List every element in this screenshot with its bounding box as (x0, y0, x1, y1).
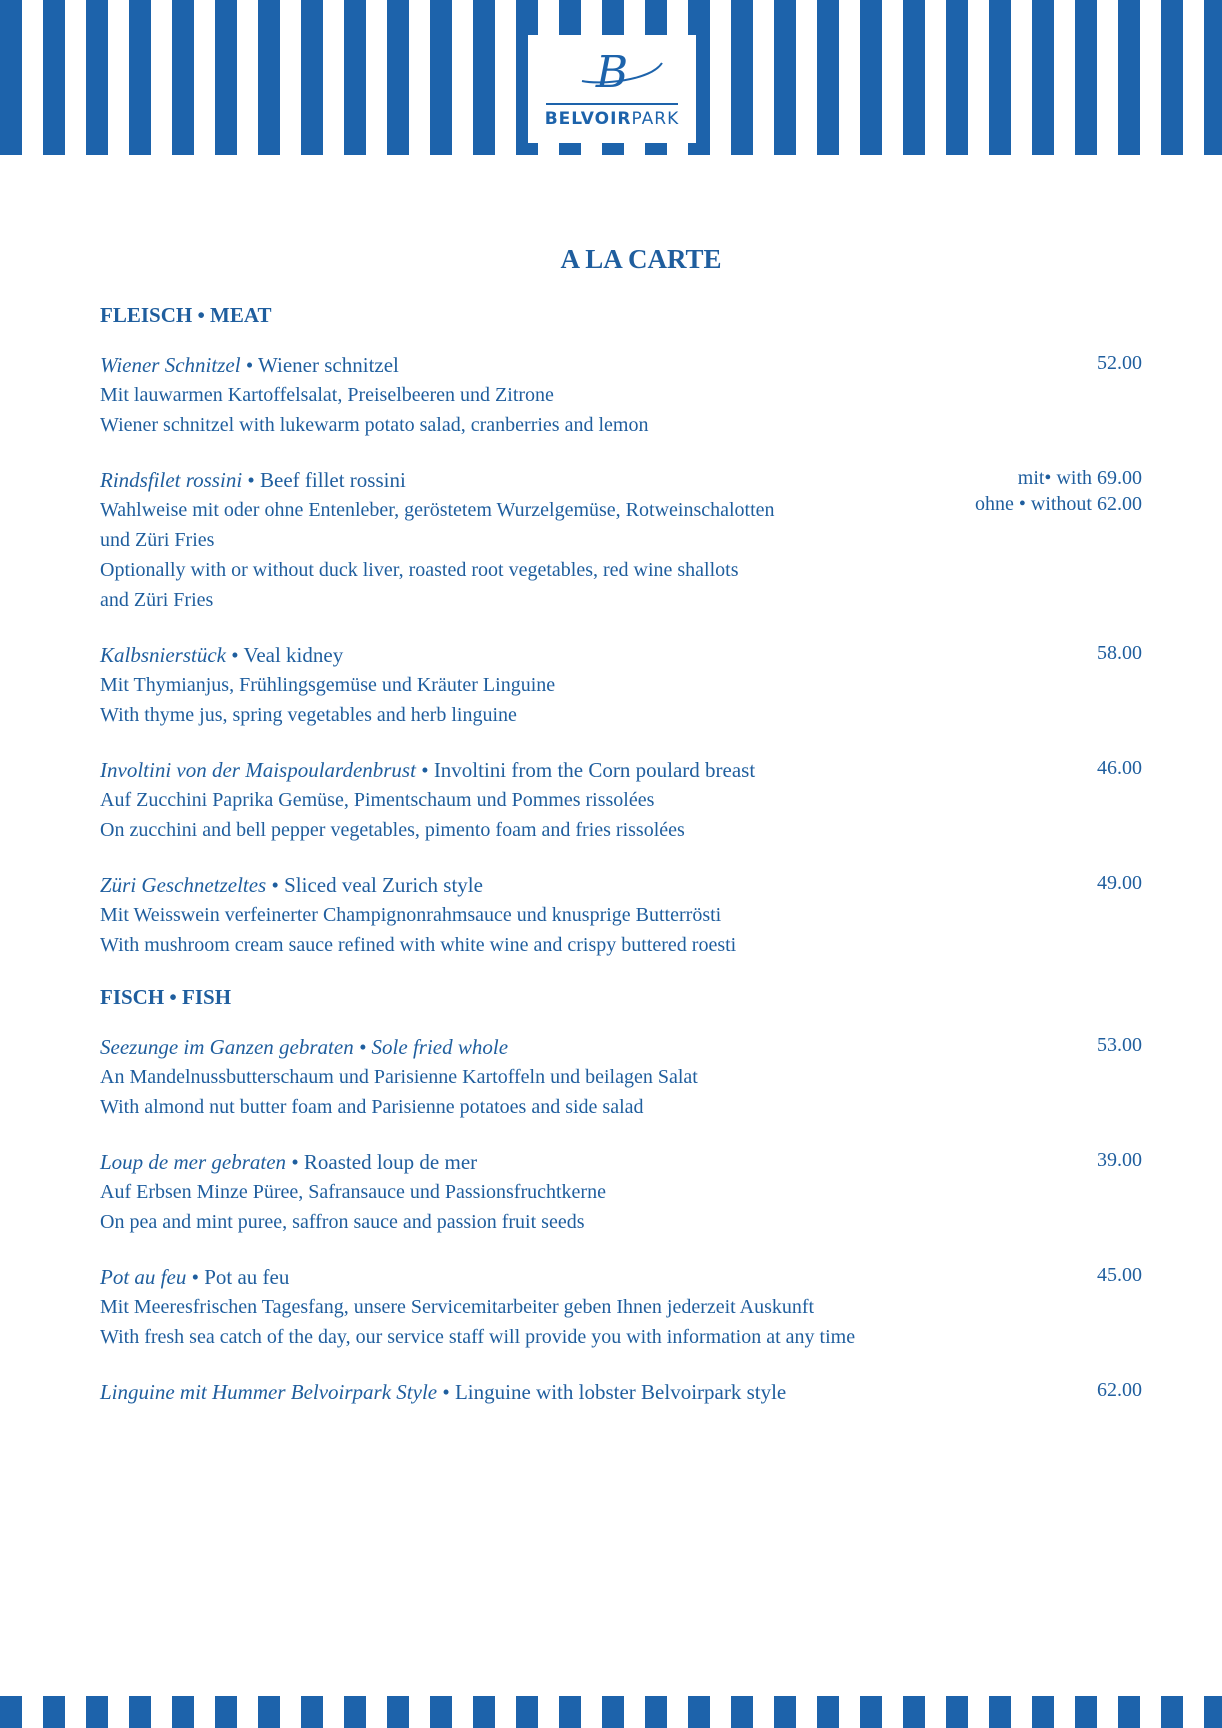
dish-price (1097, 1262, 1142, 1288)
logo-word-bold: BELVOIR (544, 109, 632, 129)
dish-name-english: Involtini from the Corn poulard breast (433, 758, 756, 782)
menu-sections (100, 303, 1142, 1407)
dish-name-german: Loup de mer gebraten (100, 1150, 287, 1174)
dish-description: Wiener schnitzel with lukewarm potato salad, cranberries and lemon (100, 414, 649, 436)
menu-item (100, 1262, 1142, 1352)
section-title: FLEISCH • MEAT (100, 303, 272, 327)
price-line: ohne • without 62.00 (975, 493, 1142, 515)
dish-name-english: Veal kidney (243, 643, 344, 667)
dish-name (100, 755, 1142, 785)
dish-name-german: Kalbsnierstück (100, 643, 226, 667)
bottom-stripe-banner (0, 1696, 1222, 1728)
dish-price (1097, 350, 1142, 376)
dish-price (1097, 870, 1142, 896)
menu-item (100, 755, 1142, 845)
dish-name-separator: • (242, 468, 261, 492)
dish-description: Wahlweise mit oder ohne Entenleber, geröstetem Wurzelgemüse, Rotweinschalotten (100, 499, 775, 521)
dish-description: Mit Weisswein verfeinerter Champignonrahmsauce und knusprige Butterrösti (100, 904, 722, 926)
logo-monogram-letter: B (595, 47, 629, 98)
dish-name-separator: • (415, 758, 434, 782)
dish-price (1097, 1147, 1142, 1173)
menu-item (100, 350, 1142, 440)
logo-word-light: PARK (631, 109, 680, 129)
dish-price (975, 465, 1142, 517)
price-line: mit• with 69.00 (1017, 467, 1142, 489)
dish-name-german: Seezunge im Ganzen gebraten • Sole fried whole (100, 1035, 509, 1059)
dish-price (1097, 755, 1142, 781)
dish-name-english: Pot au feu (204, 1265, 290, 1289)
dish-price (1097, 1032, 1142, 1058)
belvoirpark-logo (528, 35, 696, 143)
dish-name (100, 1377, 1142, 1407)
section-title: FISCH • FISH (100, 985, 232, 1009)
dish-description: On pea and mint puree, saffron sauce and passion fruit seeds (100, 1211, 585, 1233)
dish-name (100, 1262, 1142, 1292)
logo-divider (546, 103, 678, 105)
dish-description: On zucchini and bell pepper vegetables, pimento foam and fries rissolées (100, 819, 685, 841)
dish-description: Mit Thymianjus, Frühlingsgemüse und Kräuter Linguine (100, 674, 556, 696)
dish-name-german: Involtini von der Maispoulardenbrust (100, 758, 416, 782)
dish-name-separator: • (437, 1380, 455, 1404)
price-line: 46.00 (1097, 757, 1142, 779)
menu-content (100, 244, 1142, 1432)
dish-name-english: Roasted loup de mer (303, 1150, 478, 1174)
dish-name (100, 640, 1142, 670)
price-line: 53.00 (1097, 1034, 1142, 1056)
dish-description: With almond nut butter foam and Parisienne potatoes and side salad (100, 1096, 644, 1118)
menu-item (100, 1032, 1142, 1122)
dish-name-english: Linguine with lobster Belvoirpark style (454, 1380, 787, 1404)
dish-name-german: Rindsfilet rossini (100, 468, 243, 492)
dish-name-separator: • (226, 643, 244, 667)
price-line: 49.00 (1097, 872, 1142, 894)
dish-description: Auf Erbsen Minze Püree, Safransauce und Passionsfruchtkerne (100, 1181, 606, 1203)
menu-item (100, 465, 1142, 615)
dish-name-german: Pot au feu (100, 1265, 187, 1289)
dish-name-english: Wiener schnitzel (258, 353, 399, 377)
price-line: 39.00 (1097, 1149, 1142, 1171)
dish-description: Mit lauwarmen Kartoffelsalat, Preiselbeeren und Zitrone (100, 384, 554, 406)
logo-monogram (530, 41, 694, 101)
dish-description: Mit Meeresfrischen Tagesfang, unsere Servicemitarbeiter geben Ihnen jederzeit Auskunft (100, 1296, 815, 1318)
dish-description: Optionally with or without duck liver, roasted root vegetables, red wine shallots (100, 559, 739, 581)
dish-description: With thyme jus, spring vegetables and herb linguine (100, 704, 517, 726)
dish-name (100, 1032, 1142, 1062)
dish-description: and Züri Fries (100, 589, 214, 611)
dish-description: With mushroom cream sauce refined with white wine and crispy buttered roesti (100, 934, 737, 956)
menu-item (100, 640, 1142, 730)
price-line: 58.00 (1097, 642, 1142, 664)
dish-price (1097, 640, 1142, 666)
price-line: 52.00 (1097, 352, 1142, 374)
logo-wordmark (530, 109, 694, 129)
dish-description: With fresh sea catch of the day, our service staff will provide you with information at any time (100, 1326, 856, 1348)
dish-description: und Züri Fries (100, 529, 215, 551)
dish-description: Auf Zucchini Paprika Gemüse, Pimentschaum und Pommes rissolées (100, 789, 655, 811)
dish-name-english: Sliced veal Zurich style (284, 873, 483, 897)
menu-item (100, 1147, 1142, 1237)
dish-price (1097, 1377, 1142, 1403)
page-title: A LA CARTE (560, 244, 722, 274)
dish-name-german: Linguine mit Hummer Belvoirpark Style (100, 1380, 438, 1404)
dish-name (100, 1147, 1142, 1177)
menu-item (100, 1377, 1142, 1407)
menu-item (100, 870, 1142, 960)
dish-name (100, 350, 1142, 380)
dish-name-english: Beef fillet rossini (260, 468, 406, 492)
dish-name (100, 870, 1142, 900)
dish-name-separator: • (186, 1265, 205, 1289)
dish-name-separator: • (240, 353, 259, 377)
dish-name-separator: • (266, 873, 285, 897)
dish-description: An Mandelnussbutterschaum und Parisienne Kartoffeln und beilagen Salat (100, 1066, 698, 1088)
price-line: 45.00 (1097, 1264, 1142, 1286)
dish-name-german: Wiener Schnitzel (100, 353, 241, 377)
price-line: 62.00 (1097, 1379, 1142, 1401)
dish-name-separator: • (286, 1150, 304, 1174)
dish-name-german: Züri Geschnetzeltes (100, 873, 267, 897)
